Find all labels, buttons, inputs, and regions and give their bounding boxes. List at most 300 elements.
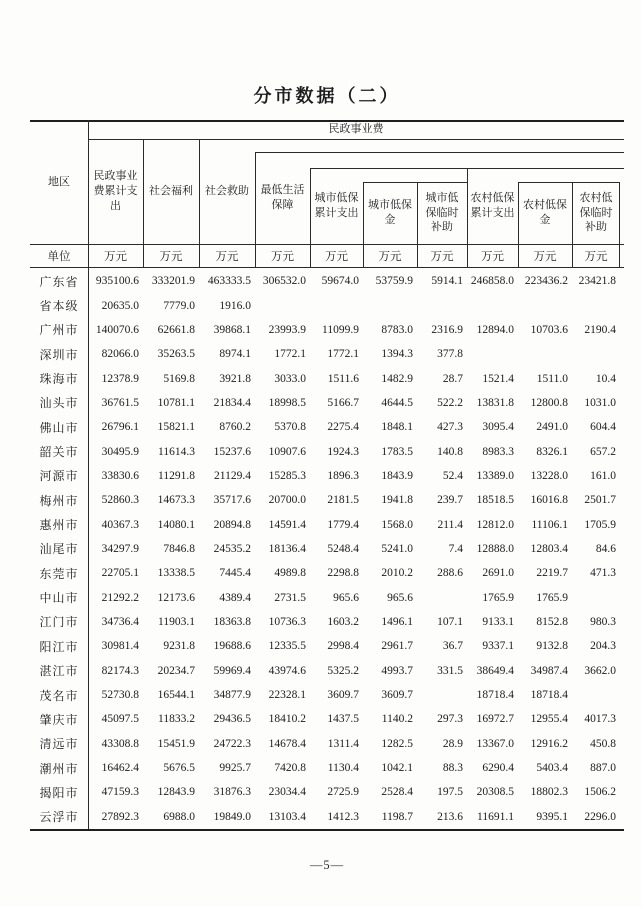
region-name: 揭阳市	[39, 785, 79, 800]
value-cell: 5169.8	[163, 372, 195, 385]
value-cell	[363, 293, 417, 317]
value-cell: 22705.1	[101, 567, 139, 580]
value-cell: 8783.0	[381, 323, 413, 336]
table-body	[30, 269, 620, 829]
value-cell: 1311.4	[327, 737, 359, 750]
value-cell: 43308.8	[101, 737, 139, 750]
table-row	[30, 756, 620, 780]
unit-label: 单位	[47, 250, 71, 263]
value-cell: 2998.4	[327, 640, 359, 653]
value-cell: 34877.9	[213, 689, 251, 702]
value-cell: 3095.4	[482, 421, 514, 434]
value-cell: 22328.1	[268, 689, 306, 702]
value-cell: 2190.4	[584, 323, 616, 336]
unit-value: 万元	[533, 250, 557, 263]
value-cell: 13367.0	[476, 737, 514, 750]
value-cell: 52730.8	[101, 689, 139, 702]
value-cell: 15237.6	[213, 445, 251, 458]
unit-value: 万元	[378, 250, 402, 263]
data-table	[30, 120, 624, 831]
value-cell: 10736.3	[268, 615, 306, 628]
value-cell: 33830.6	[101, 469, 139, 482]
value-cell: 18363.8	[213, 615, 251, 628]
header-col-1: 社会福利	[149, 185, 193, 198]
table-row	[30, 464, 620, 488]
value-cell: 3609.7	[381, 689, 413, 702]
value-cell: 1779.4	[327, 518, 359, 531]
region-name: 湛江市	[39, 664, 79, 679]
value-cell: 36761.5	[101, 396, 139, 409]
value-cell: 11106.1	[531, 518, 568, 531]
value-cell: 5676.5	[163, 762, 195, 775]
header-banner: 民政事业费	[328, 123, 384, 136]
value-cell: 14678.4	[268, 737, 306, 750]
value-cell	[467, 293, 518, 317]
unit-value: 万元	[430, 250, 454, 263]
unit-value: 万元	[215, 250, 239, 263]
value-cell: 16462.4	[101, 762, 139, 775]
region-name: 韶关市	[39, 445, 79, 460]
value-cell: 84.6	[595, 542, 616, 555]
value-cell: 12894.0	[476, 323, 514, 336]
value-cell: 24535.2	[213, 542, 251, 555]
value-cell: 9132.8	[536, 640, 568, 653]
value-cell: 1772.1	[327, 348, 359, 361]
value-cell: 204.3	[590, 640, 616, 653]
value-cell: 1941.8	[381, 494, 413, 507]
value-cell: 1843.9	[381, 469, 413, 482]
header-region: 地区	[48, 175, 70, 188]
value-cell	[255, 293, 310, 317]
value-cell: 246858.0	[470, 275, 514, 288]
value-cell: 8760.2	[219, 421, 251, 434]
region-name: 梅州市	[39, 493, 79, 508]
table-row	[30, 805, 620, 829]
value-cell: 1496.1	[381, 615, 413, 628]
value-cell: 28.9	[442, 737, 463, 750]
value-cell: 53759.9	[375, 275, 413, 288]
value-cell: 1848.1	[381, 421, 413, 434]
value-cell: 1511.0	[536, 372, 568, 385]
value-cell	[572, 342, 620, 366]
value-cell: 35717.6	[213, 494, 251, 507]
table-row	[30, 780, 620, 804]
value-cell: 9337.1	[482, 640, 514, 653]
header-col-2: 社会救助	[205, 185, 249, 198]
value-cell: 31876.3	[213, 786, 251, 799]
value-cell: 82066.0	[101, 348, 139, 361]
value-cell: 11833.2	[158, 713, 195, 726]
value-cell: 38649.4	[476, 664, 514, 677]
value-cell: 45097.5	[101, 713, 139, 726]
header-col-6: 城市低保临时补助	[425, 191, 459, 234]
unit-value: 万元	[325, 250, 348, 263]
value-cell: 16972.7	[476, 713, 514, 726]
region-name: 省本级	[39, 299, 79, 314]
value-cell: 1198.7	[381, 810, 413, 823]
region-name: 江门市	[39, 615, 79, 630]
value-cell: 20234.7	[157, 664, 195, 677]
table-row	[30, 366, 620, 390]
value-cell: 16544.1	[157, 689, 195, 702]
value-cell: 3921.8	[219, 372, 251, 385]
value-cell: 13389.0	[476, 469, 514, 482]
value-cell: 9925.7	[219, 762, 251, 775]
value-cell: 20308.5	[476, 786, 514, 799]
value-cell: 6988.0	[163, 810, 195, 823]
value-cell: 8152.8	[536, 615, 568, 628]
value-cell: 21129.4	[214, 469, 251, 482]
value-cell: 36.7	[442, 640, 463, 653]
region-name: 清远市	[39, 737, 79, 752]
value-cell: 2219.7	[536, 567, 568, 580]
value-cell: 140070.6	[95, 323, 139, 336]
value-cell: 40367.3	[101, 518, 139, 531]
value-cell: 11291.8	[158, 469, 195, 482]
value-cell: 23993.9	[268, 323, 306, 336]
table-row	[30, 707, 620, 731]
value-cell: 12173.6	[157, 591, 195, 604]
table-row	[30, 683, 620, 707]
value-cell: 887.0	[590, 762, 616, 775]
value-cell: 18410.2	[268, 713, 306, 726]
value-cell	[417, 293, 467, 317]
value-cell: 10781.1	[157, 396, 195, 409]
value-cell: 4644.5	[381, 396, 413, 409]
value-cell	[417, 683, 467, 707]
value-cell: 239.7	[437, 494, 463, 507]
region-name: 肇庆市	[39, 712, 79, 727]
value-cell: 3662.0	[584, 664, 616, 677]
unit-value: 万元	[271, 250, 294, 263]
value-cell: 13228.0	[530, 469, 568, 482]
value-cell: 18802.3	[530, 786, 568, 799]
value-cell: 1765.9	[482, 591, 514, 604]
table-row	[30, 488, 620, 512]
value-cell: 20635.0	[101, 299, 139, 312]
table-row	[30, 659, 620, 683]
value-cell: 935100.6	[95, 275, 139, 288]
value-cell: 1603.2	[327, 615, 359, 628]
region-name: 中山市	[39, 591, 79, 606]
value-cell: 965.6	[387, 591, 413, 604]
value-cell: 1521.4	[482, 372, 514, 385]
value-cell: 1924.3	[327, 445, 359, 458]
value-cell: 980.3	[590, 615, 616, 628]
value-cell: 1511.6	[327, 372, 359, 385]
unit-value: 万元	[481, 250, 504, 263]
value-cell: 23034.4	[268, 786, 306, 799]
value-cell: 1437.5	[327, 713, 359, 726]
unit-bottom-rule	[30, 267, 624, 268]
table-row	[30, 512, 620, 536]
region-name: 广州市	[39, 323, 79, 338]
value-cell: 18518.5	[476, 494, 514, 507]
value-cell: 30495.9	[101, 445, 139, 458]
value-cell: 34736.4	[101, 615, 139, 628]
value-cell: 12803.4	[530, 542, 568, 555]
value-cell: 1772.1	[274, 348, 306, 361]
value-cell: 15821.1	[157, 421, 195, 434]
value-cell: 39868.1	[213, 323, 251, 336]
region-name: 佛山市	[39, 420, 79, 435]
value-cell: 7420.8	[274, 762, 306, 775]
value-cell: 9395.1	[536, 810, 568, 823]
value-cell: 2528.4	[381, 786, 413, 799]
value-cell: 18998.5	[268, 396, 306, 409]
value-cell: 471.3	[590, 567, 616, 580]
value-cell: 213.6	[437, 810, 463, 823]
value-cell: 27892.3	[101, 810, 139, 823]
value-cell: 15285.3	[268, 469, 306, 482]
value-cell: 11614.3	[158, 445, 195, 458]
value-cell: 2316.9	[431, 323, 463, 336]
table-row	[30, 561, 620, 585]
value-cell: 5403.4	[536, 762, 568, 775]
header-col-5: 城市低保金	[368, 199, 412, 226]
value-cell: 13103.4	[268, 810, 306, 823]
value-cell	[467, 342, 518, 366]
value-cell: 1282.5	[381, 737, 413, 750]
value-cell: 6290.4	[482, 762, 514, 775]
table-row	[30, 634, 620, 658]
value-cell: 23421.8	[578, 275, 616, 288]
header-col-8: 农村低保金	[523, 199, 567, 226]
value-cell: 12955.4	[530, 713, 568, 726]
value-cell: 14591.4	[268, 518, 306, 531]
value-cell: 3033.0	[274, 372, 306, 385]
value-cell: 140.8	[437, 445, 463, 458]
value-cell: 7779.0	[163, 299, 195, 312]
value-cell: 2298.8	[327, 567, 359, 580]
step-rule-1	[255, 152, 624, 153]
table-row	[30, 610, 620, 634]
value-cell: 7846.8	[163, 542, 195, 555]
value-cell: 12800.8	[530, 396, 568, 409]
value-cell: 3609.7	[327, 689, 359, 702]
value-cell: 12888.0	[476, 542, 514, 555]
value-cell: 107.1	[437, 615, 463, 628]
value-cell: 427.3	[437, 421, 463, 434]
table-row	[30, 537, 620, 561]
value-cell: 16016.8	[530, 494, 568, 507]
value-cell: 18718.4	[530, 689, 568, 702]
value-cell	[572, 293, 620, 317]
value-cell: 10907.6	[268, 445, 306, 458]
value-cell: 1783.5	[381, 445, 413, 458]
region-name: 珠海市	[39, 372, 79, 387]
value-cell: 19688.6	[213, 640, 251, 653]
value-cell: 1130.4	[327, 762, 359, 775]
value-cell: 463333.5	[207, 275, 251, 288]
table-row	[30, 732, 620, 756]
value-cell: 4389.4	[219, 591, 251, 604]
value-cell: 333201.9	[151, 275, 195, 288]
value-cell: 223436.2	[524, 275, 568, 288]
value-cell: 2501.7	[584, 494, 616, 507]
value-cell: 62661.8	[157, 323, 195, 336]
value-cell	[310, 293, 363, 317]
value-cell: 4017.3	[584, 713, 616, 726]
value-cell: 12335.5	[268, 640, 306, 653]
value-cell: 5248.4	[327, 542, 359, 555]
value-cell: 12378.9	[101, 372, 139, 385]
value-cell: 1482.9	[381, 372, 413, 385]
value-cell: 15451.9	[157, 737, 195, 750]
value-cell	[572, 585, 620, 609]
value-cell: 657.2	[590, 445, 616, 458]
value-cell: 20700.0	[268, 494, 306, 507]
region-name: 河源市	[39, 469, 79, 484]
value-cell: 21292.2	[101, 591, 139, 604]
value-cell: 1140.2	[381, 713, 413, 726]
value-cell: 19849.0	[213, 810, 251, 823]
value-cell: 5370.8	[274, 421, 306, 434]
page-title: 分市数据（二）	[253, 86, 401, 106]
region-name: 汕头市	[39, 396, 79, 411]
value-cell: 43974.6	[268, 664, 306, 677]
value-cell: 35263.5	[157, 348, 195, 361]
value-cell: 2691.0	[482, 567, 514, 580]
value-cell: 52860.3	[101, 494, 139, 507]
header-col-0: 民政事业费累计支出	[93, 170, 138, 212]
value-cell: 2010.2	[381, 567, 413, 580]
value-cell: 2491.0	[536, 421, 568, 434]
value-cell: 14673.3	[157, 494, 195, 507]
value-cell: 1705.9	[584, 518, 616, 531]
value-cell: 29436.5	[213, 713, 251, 726]
value-cell: 211.4	[437, 518, 463, 531]
header-col-9: 农村低保临时补助	[579, 191, 613, 234]
value-cell: 5914.1	[431, 275, 463, 288]
table-row	[30, 391, 620, 415]
value-cell: 8974.1	[219, 348, 251, 361]
unit-row	[30, 244, 620, 267]
header-col-7: 农村低保累计支出	[470, 192, 515, 219]
value-cell: 297.3	[437, 713, 463, 726]
table-row	[30, 585, 620, 609]
value-cell: 8983.3	[482, 445, 514, 458]
table-row	[30, 415, 620, 439]
value-cell: 8326.1	[536, 445, 568, 458]
region-name: 东莞市	[39, 566, 79, 581]
value-cell: 1412.3	[327, 810, 359, 823]
value-cell: 12916.2	[530, 737, 568, 750]
value-cell: 1896.3	[327, 469, 359, 482]
value-cell: 9231.8	[163, 640, 195, 653]
value-cell: 13831.8	[476, 396, 514, 409]
value-cell: 52.4	[442, 469, 463, 482]
value-cell: 28.7	[442, 372, 463, 385]
page-number: —5—	[309, 858, 345, 872]
value-cell: 1916.0	[219, 299, 251, 312]
value-cell: 7.4	[448, 542, 463, 555]
header-col-4: 城市低保累计支出	[314, 192, 359, 219]
value-cell: 1765.9	[536, 591, 568, 604]
value-cell: 26796.1	[101, 421, 139, 434]
value-cell: 13338.5	[157, 567, 195, 580]
value-cell: 5241.0	[381, 542, 413, 555]
value-cell: 1394.3	[381, 348, 413, 361]
region-name: 广东省	[39, 274, 79, 289]
table-row	[30, 293, 620, 317]
value-cell	[518, 342, 572, 366]
unit-value: 万元	[584, 250, 608, 263]
region-name: 茂名市	[39, 688, 79, 703]
value-cell	[417, 585, 467, 609]
value-cell: 9133.1	[482, 615, 514, 628]
value-cell: 2731.5	[274, 591, 306, 604]
value-cell: 34987.4	[530, 664, 568, 677]
header-col-3: 最低生活保障	[260, 184, 305, 211]
value-cell: 59674.0	[321, 275, 359, 288]
value-cell: 377.8	[437, 348, 463, 361]
value-cell	[572, 683, 620, 707]
value-cell: 2275.4	[327, 421, 359, 434]
region-name: 云浮市	[39, 810, 79, 825]
value-cell: 4989.8	[274, 567, 306, 580]
value-cell: 14080.1	[157, 518, 195, 531]
value-cell: 2961.7	[381, 640, 413, 653]
value-cell: 82174.3	[101, 664, 139, 677]
value-cell: 21834.4	[213, 396, 251, 409]
table-row	[30, 318, 620, 342]
value-cell: 12843.9	[157, 786, 195, 799]
value-cell: 331.5	[437, 664, 463, 677]
value-cell: 4993.7	[381, 664, 413, 677]
value-cell: 161.0	[590, 469, 616, 482]
region-name: 阳江市	[39, 639, 79, 654]
value-cell: 1031.0	[584, 396, 616, 409]
value-cell: 20894.8	[213, 518, 251, 531]
table-bottom-rule	[30, 829, 624, 831]
value-cell: 10.4	[595, 372, 616, 385]
table-row	[30, 269, 620, 293]
region-name: 潮州市	[39, 761, 79, 776]
value-cell: 1506.2	[584, 786, 616, 799]
value-cell: 522.2	[437, 396, 463, 409]
value-cell: 197.5	[437, 786, 463, 799]
region-name: 汕尾市	[39, 542, 79, 557]
value-cell: 10703.6	[530, 323, 568, 336]
value-cell: 1568.0	[381, 518, 413, 531]
table-row	[30, 439, 620, 463]
unit-value: 万元	[104, 250, 127, 263]
value-cell: 2181.5	[327, 494, 359, 507]
region-name: 惠州市	[39, 518, 79, 533]
value-cell: 24722.3	[213, 737, 251, 750]
value-cell: 47159.3	[101, 786, 139, 799]
value-cell: 2296.0	[584, 810, 616, 823]
value-cell: 18136.4	[268, 542, 306, 555]
value-cell: 5166.7	[327, 396, 359, 409]
value-cell: 1042.1	[381, 762, 413, 775]
value-cell: 11099.9	[322, 323, 359, 336]
value-cell: 12812.0	[476, 518, 514, 531]
value-cell: 88.3	[442, 762, 463, 775]
value-cell: 604.4	[590, 421, 616, 434]
table-row	[30, 342, 620, 366]
value-cell: 5325.2	[327, 664, 359, 677]
value-cell: 2725.9	[327, 786, 359, 799]
value-cell: 30981.4	[101, 640, 139, 653]
region-name: 深圳市	[39, 347, 79, 362]
value-cell: 59969.4	[213, 664, 251, 677]
value-cell: 306532.0	[262, 275, 306, 288]
value-cell: 11903.1	[158, 615, 195, 628]
value-cell: 7445.4	[219, 567, 251, 580]
value-cell	[518, 293, 572, 317]
